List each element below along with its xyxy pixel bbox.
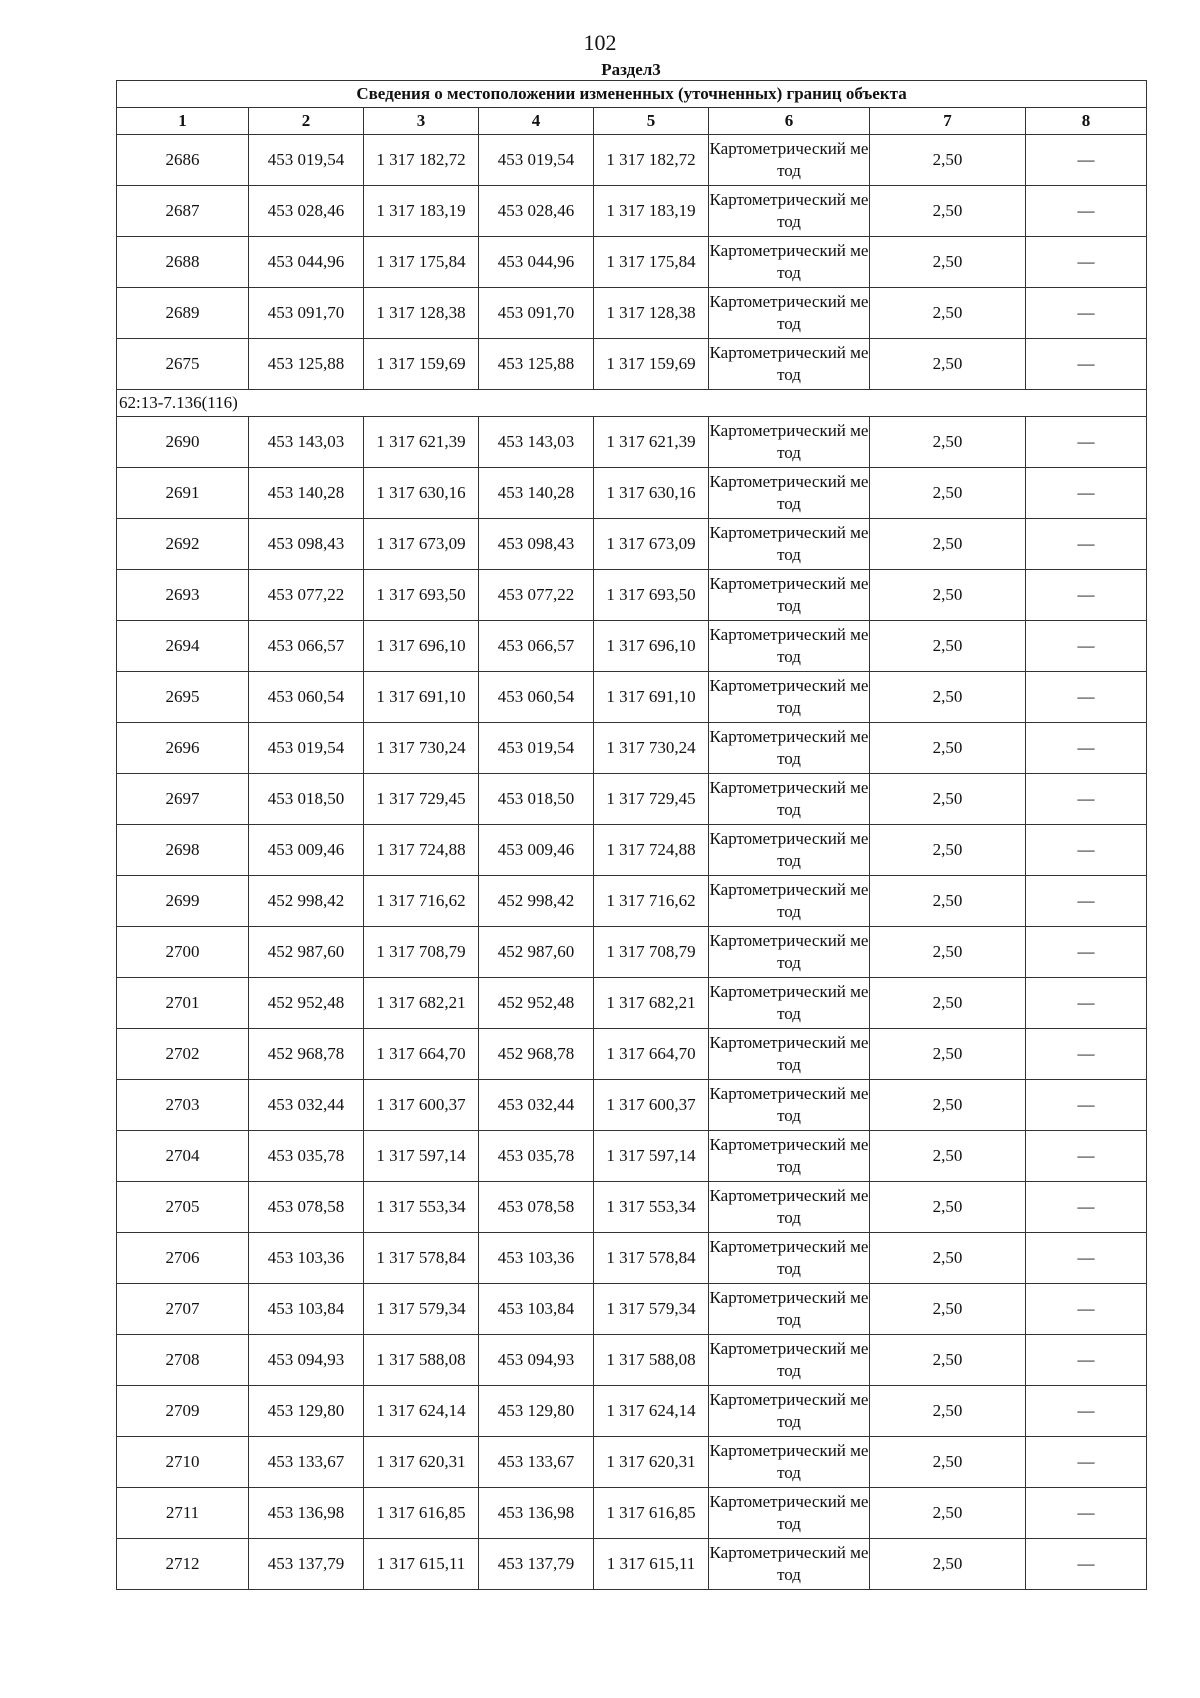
table-cell-col-8: — <box>1026 417 1147 468</box>
table-cell-col-6: Картометрический метод <box>709 1284 870 1335</box>
table-row <box>117 1233 1147 1284</box>
table-cell-col-4: 453 078,58 <box>479 1182 594 1233</box>
table-cell-col-1: 2690 <box>117 417 249 468</box>
table-cell-col-5: 1 317 630,16 <box>594 468 709 519</box>
table-row <box>117 468 1147 519</box>
column-header-7: 7 <box>870 108 1026 135</box>
table-cell-col-2: 452 998,42 <box>249 876 364 927</box>
table-cell-col-1: 2695 <box>117 672 249 723</box>
table-row <box>117 825 1147 876</box>
table-cell-col-4: 453 125,88 <box>479 339 594 390</box>
table-cell-col-4: 453 009,46 <box>479 825 594 876</box>
table-row <box>117 1284 1147 1335</box>
table-cell-col-8: — <box>1026 570 1147 621</box>
table-cell-col-8: — <box>1026 621 1147 672</box>
table-cell-col-7: 2,50 <box>870 339 1026 390</box>
table-cell-col-4: 452 998,42 <box>479 876 594 927</box>
table-cell-col-6: Картометрический метод <box>709 1131 870 1182</box>
table-cell-col-6: Картометрический метод <box>709 468 870 519</box>
table-cell-col-2: 453 098,43 <box>249 519 364 570</box>
table-row <box>117 978 1147 1029</box>
table-cell-col-2: 453 060,54 <box>249 672 364 723</box>
table-cell-col-4: 453 091,70 <box>479 288 594 339</box>
table-row <box>117 135 1147 186</box>
table-cell-col-2: 453 035,78 <box>249 1131 364 1182</box>
table-cell-col-7: 2,50 <box>870 519 1026 570</box>
table-row <box>117 519 1147 570</box>
table-cell-col-3: 1 317 615,11 <box>364 1539 479 1590</box>
table-cell-col-8: — <box>1026 1080 1147 1131</box>
table-cell-col-6: Картометрический метод <box>709 672 870 723</box>
group-label-row <box>117 390 1147 417</box>
table-cell-col-6: Картометрический метод <box>709 519 870 570</box>
table-row <box>117 186 1147 237</box>
section-label: Раздел3 <box>601 60 661 79</box>
table-row <box>117 570 1147 621</box>
table-cell-col-3: 1 317 693,50 <box>364 570 479 621</box>
table-cell-col-1: 2708 <box>117 1335 249 1386</box>
column-header-1: 1 <box>117 108 249 135</box>
table-cell-col-8: — <box>1026 927 1147 978</box>
table-cell-col-1: 2692 <box>117 519 249 570</box>
table-cell-col-3: 1 317 716,62 <box>364 876 479 927</box>
table-cell-col-5: 1 317 182,72 <box>594 135 709 186</box>
table-cell-col-5: 1 317 729,45 <box>594 774 709 825</box>
table-cell-col-6: Картометрический метод <box>709 1182 870 1233</box>
table-cell-col-5: 1 317 183,19 <box>594 186 709 237</box>
column-header-8: 8 <box>1026 108 1147 135</box>
table-cell-col-3: 1 317 708,79 <box>364 927 479 978</box>
table-cell-col-4: 453 032,44 <box>479 1080 594 1131</box>
table-cell-col-8: — <box>1026 186 1147 237</box>
table-cell-col-2: 453 019,54 <box>249 135 364 186</box>
table-cell-col-6: Картометрический метод <box>709 186 870 237</box>
table-cell-col-8: — <box>1026 288 1147 339</box>
table-row <box>117 621 1147 672</box>
table-cell-col-1: 2701 <box>117 978 249 1029</box>
table-cell-col-8: — <box>1026 876 1147 927</box>
table-cell-col-8: — <box>1026 774 1147 825</box>
table-cell-col-7: 2,50 <box>870 1131 1026 1182</box>
table-cell-col-5: 1 317 708,79 <box>594 927 709 978</box>
table-cell-col-3: 1 317 159,69 <box>364 339 479 390</box>
table-cell-col-5: 1 317 682,21 <box>594 978 709 1029</box>
table-cell-col-5: 1 317 664,70 <box>594 1029 709 1080</box>
table-cell-col-2: 453 133,67 <box>249 1437 364 1488</box>
table-cell-col-6: Картометрический метод <box>709 825 870 876</box>
table-cell-col-3: 1 317 621,39 <box>364 417 479 468</box>
table-cell-col-8: — <box>1026 672 1147 723</box>
table-cell-col-3: 1 317 724,88 <box>364 825 479 876</box>
table-cell-col-2: 452 968,78 <box>249 1029 364 1080</box>
table-cell-col-5: 1 317 696,10 <box>594 621 709 672</box>
table-cell-col-8: — <box>1026 1284 1147 1335</box>
table-cell-col-4: 453 140,28 <box>479 468 594 519</box>
table-cell-col-2: 453 019,54 <box>249 723 364 774</box>
table-cell-col-4: 453 077,22 <box>479 570 594 621</box>
table-cell-col-5: 1 317 616,85 <box>594 1488 709 1539</box>
table-cell-col-3: 1 317 128,38 <box>364 288 479 339</box>
table-cell-col-2: 453 103,84 <box>249 1284 364 1335</box>
table-row <box>117 1029 1147 1080</box>
table-cell-col-1: 2710 <box>117 1437 249 1488</box>
table-cell-col-2: 452 987,60 <box>249 927 364 978</box>
table-cell-col-7: 2,50 <box>870 825 1026 876</box>
table-cell-col-4: 453 133,67 <box>479 1437 594 1488</box>
table-cell-col-7: 2,50 <box>870 186 1026 237</box>
table-cell-col-7: 2,50 <box>870 237 1026 288</box>
table-cell-col-8: — <box>1026 519 1147 570</box>
table-cell-col-6: Картометрический метод <box>709 1029 870 1080</box>
table-title-row <box>117 81 1147 108</box>
table-cell-col-8: — <box>1026 135 1147 186</box>
table-cell-col-2: 453 103,36 <box>249 1233 364 1284</box>
column-header-2: 2 <box>249 108 364 135</box>
boundary-table <box>116 80 1147 1590</box>
table-cell-col-2: 453 143,03 <box>249 417 364 468</box>
table-cell-col-6: Картометрический метод <box>709 774 870 825</box>
table-cell-col-5: 1 317 691,10 <box>594 672 709 723</box>
table-cell-col-8: — <box>1026 1131 1147 1182</box>
table-cell-col-8: — <box>1026 723 1147 774</box>
table-cell-col-2: 453 125,88 <box>249 339 364 390</box>
table-cell-col-4: 453 019,54 <box>479 723 594 774</box>
table-cell-col-1: 2705 <box>117 1182 249 1233</box>
table-cell-col-2: 453 137,79 <box>249 1539 364 1590</box>
table-cell-col-3: 1 317 600,37 <box>364 1080 479 1131</box>
table-cell-col-5: 1 317 553,34 <box>594 1182 709 1233</box>
table-cell-col-2: 453 129,80 <box>249 1386 364 1437</box>
table-cell-col-8: — <box>1026 825 1147 876</box>
table-row <box>117 1488 1147 1539</box>
table-cell-col-3: 1 317 553,34 <box>364 1182 479 1233</box>
table-cell-col-3: 1 317 696,10 <box>364 621 479 672</box>
table-cell-col-4: 452 952,48 <box>479 978 594 1029</box>
table-cell-col-1: 2702 <box>117 1029 249 1080</box>
table-cell-col-6: Картометрический метод <box>709 1437 870 1488</box>
table-cell-col-7: 2,50 <box>870 876 1026 927</box>
table-row <box>117 723 1147 774</box>
table-cell-col-1: 2696 <box>117 723 249 774</box>
table-cell-col-5: 1 317 716,62 <box>594 876 709 927</box>
table-cell-col-7: 2,50 <box>870 468 1026 519</box>
table-cell-col-5: 1 317 128,38 <box>594 288 709 339</box>
table-cell-col-7: 2,50 <box>870 417 1026 468</box>
table-cell-col-7: 2,50 <box>870 672 1026 723</box>
table-cell-col-3: 1 317 175,84 <box>364 237 479 288</box>
table-cell-col-5: 1 317 597,14 <box>594 1131 709 1182</box>
table-cell-col-2: 452 952,48 <box>249 978 364 1029</box>
table-cell-col-6: Картометрический метод <box>709 1488 870 1539</box>
table-cell-col-4: 453 018,50 <box>479 774 594 825</box>
table-cell-col-6: Картометрический метод <box>709 1335 870 1386</box>
table-cell-col-5: 1 317 673,09 <box>594 519 709 570</box>
table-cell-col-4: 453 028,46 <box>479 186 594 237</box>
table-cell-col-1: 2709 <box>117 1386 249 1437</box>
table-cell-col-7: 2,50 <box>870 1029 1026 1080</box>
table-cell-col-4: 453 136,98 <box>479 1488 594 1539</box>
table-cell-col-7: 2,50 <box>870 135 1026 186</box>
table-cell-col-7: 2,50 <box>870 1233 1026 1284</box>
table-cell-col-7: 2,50 <box>870 1386 1026 1437</box>
table-cell-col-2: 453 028,46 <box>249 186 364 237</box>
table-cell-col-5: 1 317 615,11 <box>594 1539 709 1590</box>
table-cell-col-1: 2700 <box>117 927 249 978</box>
table-cell-col-6: Картометрический метод <box>709 1539 870 1590</box>
page-number: 102 <box>583 30 617 55</box>
table-cell-col-1: 2712 <box>117 1539 249 1590</box>
table-row <box>117 1335 1147 1386</box>
table-row <box>117 339 1147 390</box>
table-cell-col-1: 2688 <box>117 237 249 288</box>
table-cell-col-1: 2703 <box>117 1080 249 1131</box>
table-cell-col-8: — <box>1026 237 1147 288</box>
table-row <box>117 1182 1147 1233</box>
table-cell-col-4: 453 137,79 <box>479 1539 594 1590</box>
table-cell-col-7: 2,50 <box>870 978 1026 1029</box>
table-cell-col-2: 453 018,50 <box>249 774 364 825</box>
table-cell-col-1: 2694 <box>117 621 249 672</box>
table-cell-col-1: 2699 <box>117 876 249 927</box>
table-cell-col-7: 2,50 <box>870 1182 1026 1233</box>
table-cell-col-5: 1 317 621,39 <box>594 417 709 468</box>
table-cell-col-5: 1 317 693,50 <box>594 570 709 621</box>
table-cell-col-1: 2686 <box>117 135 249 186</box>
table-cell-col-2: 453 140,28 <box>249 468 364 519</box>
table-cell-col-4: 453 103,84 <box>479 1284 594 1335</box>
table-row <box>117 774 1147 825</box>
table-cell-col-6: Картометрический метод <box>709 288 870 339</box>
table-cell-col-1: 2687 <box>117 186 249 237</box>
table-cell-col-3: 1 317 630,16 <box>364 468 479 519</box>
table-cell-col-7: 2,50 <box>870 1437 1026 1488</box>
table-row <box>117 288 1147 339</box>
table-cell-col-6: Картометрический метод <box>709 570 870 621</box>
table-cell-col-3: 1 317 664,70 <box>364 1029 479 1080</box>
table-cell-col-8: — <box>1026 978 1147 1029</box>
table-cell-col-6: Картометрический метод <box>709 978 870 1029</box>
table-cell-col-5: 1 317 730,24 <box>594 723 709 774</box>
table-cell-col-8: — <box>1026 468 1147 519</box>
table-cell-col-2: 453 077,22 <box>249 570 364 621</box>
table-cell-col-2: 453 044,96 <box>249 237 364 288</box>
table-row <box>117 1080 1147 1131</box>
table-cell-col-5: 1 317 578,84 <box>594 1233 709 1284</box>
table-cell-col-7: 2,50 <box>870 288 1026 339</box>
table-cell-col-7: 2,50 <box>870 1488 1026 1539</box>
column-header-5: 5 <box>594 108 709 135</box>
table-cell-col-6: Картометрический метод <box>709 1386 870 1437</box>
table-cell-col-3: 1 317 620,31 <box>364 1437 479 1488</box>
table-cell-col-3: 1 317 182,72 <box>364 135 479 186</box>
table-cell-col-3: 1 317 616,85 <box>364 1488 479 1539</box>
table-cell-col-8: — <box>1026 1233 1147 1284</box>
table-cell-col-4: 453 094,93 <box>479 1335 594 1386</box>
table-cell-col-4: 453 019,54 <box>479 135 594 186</box>
table-cell-col-7: 2,50 <box>870 1539 1026 1590</box>
table-row <box>117 1437 1147 1488</box>
table-cell-col-3: 1 317 624,14 <box>364 1386 479 1437</box>
table-cell-col-4: 453 143,03 <box>479 417 594 468</box>
column-header-row <box>117 108 1147 135</box>
table-cell-col-8: — <box>1026 1437 1147 1488</box>
table-row <box>117 417 1147 468</box>
table-cell-col-7: 2,50 <box>870 1080 1026 1131</box>
table-cell-col-3: 1 317 729,45 <box>364 774 479 825</box>
table-cell-col-5: 1 317 624,14 <box>594 1386 709 1437</box>
table-cell-col-3: 1 317 578,84 <box>364 1233 479 1284</box>
table-cell-col-8: — <box>1026 1539 1147 1590</box>
table-cell-col-1: 2711 <box>117 1488 249 1539</box>
table-cell-col-6: Картометрический метод <box>709 339 870 390</box>
table-cell-col-3: 1 317 183,19 <box>364 186 479 237</box>
table-cell-col-1: 2698 <box>117 825 249 876</box>
table-cell-col-5: 1 317 724,88 <box>594 825 709 876</box>
table-cell-col-6: Картометрический метод <box>709 237 870 288</box>
table-cell-col-7: 2,50 <box>870 774 1026 825</box>
table-cell-col-5: 1 317 579,34 <box>594 1284 709 1335</box>
table-cell-col-7: 2,50 <box>870 723 1026 774</box>
table-cell-col-7: 2,50 <box>870 621 1026 672</box>
table-cell-col-4: 452 987,60 <box>479 927 594 978</box>
table-cell-col-5: 1 317 620,31 <box>594 1437 709 1488</box>
table-cell-col-6: Картометрический метод <box>709 1233 870 1284</box>
table-row <box>117 1131 1147 1182</box>
table-cell-col-6: Картометрический метод <box>709 927 870 978</box>
table-cell-col-5: 1 317 588,08 <box>594 1335 709 1386</box>
column-header-6: 6 <box>709 108 870 135</box>
table-cell-col-6: Картометрический метод <box>709 723 870 774</box>
table-cell-col-1: 2693 <box>117 570 249 621</box>
table-cell-col-4: 453 066,57 <box>479 621 594 672</box>
column-header-3: 3 <box>364 108 479 135</box>
table-cell-col-1: 2691 <box>117 468 249 519</box>
table-cell-col-6: Картометрический метод <box>709 135 870 186</box>
table-cell-col-2: 453 136,98 <box>249 1488 364 1539</box>
table-cell-col-5: 1 317 159,69 <box>594 339 709 390</box>
table-cell-col-6: Картометрический метод <box>709 876 870 927</box>
table-cell-col-1: 2697 <box>117 774 249 825</box>
table-cell-col-7: 2,50 <box>870 1284 1026 1335</box>
table-cell-col-8: — <box>1026 1386 1147 1437</box>
table-cell-col-5: 1 317 175,84 <box>594 237 709 288</box>
table-cell-col-4: 453 098,43 <box>479 519 594 570</box>
table-cell-col-3: 1 317 588,08 <box>364 1335 479 1386</box>
table-cell-col-3: 1 317 691,10 <box>364 672 479 723</box>
table-cell-col-2: 453 094,93 <box>249 1335 364 1386</box>
table-cell-col-1: 2704 <box>117 1131 249 1182</box>
table-cell-col-5: 1 317 600,37 <box>594 1080 709 1131</box>
table-cell-col-2: 453 009,46 <box>249 825 364 876</box>
table-title: Сведения о местоположении измененных (уточненных) границ объекта <box>117 81 1147 108</box>
table-row <box>117 927 1147 978</box>
table-cell-col-3: 1 317 682,21 <box>364 978 479 1029</box>
table-cell-col-3: 1 317 597,14 <box>364 1131 479 1182</box>
table-cell-col-2: 453 032,44 <box>249 1080 364 1131</box>
table-cell-col-4: 453 129,80 <box>479 1386 594 1437</box>
group-label: 62:13-7.136(116) <box>117 390 1147 417</box>
table-cell-col-8: — <box>1026 1488 1147 1539</box>
table-cell-col-1: 2675 <box>117 339 249 390</box>
table-cell-col-2: 453 091,70 <box>249 288 364 339</box>
table-cell-col-4: 453 044,96 <box>479 237 594 288</box>
table-cell-col-1: 2707 <box>117 1284 249 1335</box>
table-cell-col-3: 1 317 579,34 <box>364 1284 479 1335</box>
table-cell-col-4: 453 103,36 <box>479 1233 594 1284</box>
table-cell-col-6: Картометрический метод <box>709 621 870 672</box>
table-cell-col-8: — <box>1026 1335 1147 1386</box>
table-cell-col-6: Картометрический метод <box>709 1080 870 1131</box>
table-cell-col-3: 1 317 730,24 <box>364 723 479 774</box>
table-cell-col-1: 2706 <box>117 1233 249 1284</box>
table-cell-col-8: — <box>1026 1029 1147 1080</box>
table-cell-col-7: 2,50 <box>870 1335 1026 1386</box>
table-cell-col-4: 453 060,54 <box>479 672 594 723</box>
table-cell-col-4: 453 035,78 <box>479 1131 594 1182</box>
table-row <box>117 1539 1147 1590</box>
column-header-4: 4 <box>479 108 594 135</box>
table-cell-col-2: 453 066,57 <box>249 621 364 672</box>
table-cell-col-7: 2,50 <box>870 927 1026 978</box>
table-row <box>117 876 1147 927</box>
table-cell-col-8: — <box>1026 339 1147 390</box>
table-cell-col-7: 2,50 <box>870 570 1026 621</box>
table-cell-col-3: 1 317 673,09 <box>364 519 479 570</box>
table-cell-col-6: Картометрический метод <box>709 417 870 468</box>
table-cell-col-8: — <box>1026 1182 1147 1233</box>
table-row <box>117 237 1147 288</box>
table-cell-col-2: 453 078,58 <box>249 1182 364 1233</box>
table-row <box>117 1386 1147 1437</box>
table-cell-col-4: 452 968,78 <box>479 1029 594 1080</box>
table-cell-col-1: 2689 <box>117 288 249 339</box>
table-row <box>117 672 1147 723</box>
